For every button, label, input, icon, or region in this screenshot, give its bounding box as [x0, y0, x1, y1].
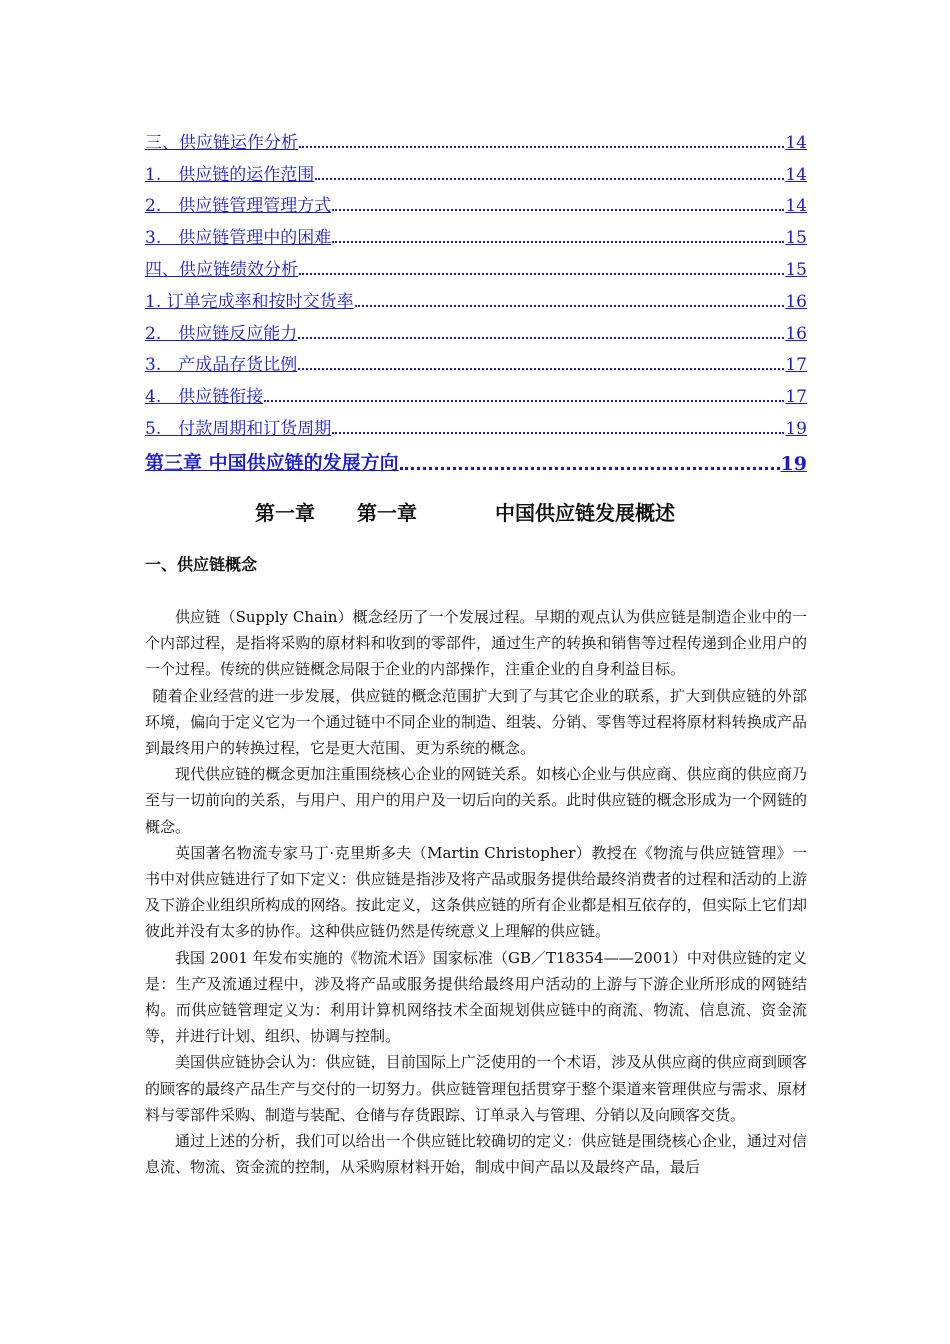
toc-leader-dots: [332, 432, 784, 434]
toc-entry-management-method[interactable]: [145, 185, 807, 217]
toc-entry-title: 5. 付款周期和订货周期: [145, 418, 332, 439]
paragraph: 随着企业经营的进一步发展，供应链的概念范围扩大到了与其它企业的联系，扩大到供应链的外部环境，偏向于定义它为一个通过链中不同企业的制造、组装、分销、零售等过程将原材料转换成产品到最终用户的转换过程，它是更大范围、更为系统的概念。: [145, 686, 807, 758]
toc-entry-page: 15: [785, 259, 807, 280]
chapter-heading-title: 中国供应链发展概述: [495, 501, 675, 525]
toc-leader-dots: [355, 305, 785, 307]
toc-leader-dots: [315, 178, 784, 180]
body-text: [145, 604, 807, 1180]
toc-entry-title: 四、供应链绩效分析: [145, 259, 298, 280]
toc-entry-management-difficulties[interactable]: [145, 216, 807, 248]
toc-entry-chapter-three[interactable]: [145, 439, 807, 475]
toc-entry-operation-scope[interactable]: [145, 153, 807, 185]
toc-entry-supply-chain-operation-analysis[interactable]: [145, 121, 807, 153]
toc-leader-dots: [332, 209, 784, 211]
paragraph: 美国供应链协会认为：供应链，目前国际上广泛使用的一个术语，涉及从供应商的供应商到顾客的顾客的最终产品生产与交付的一切努力。供应链管理包括贯穿于整个渠道来管理供应与需求、原材料与零部件采购、制造与装配、仓储与存货跟踪、订单录入与管理、分销以及向顾客交货。: [145, 1053, 807, 1124]
toc-entry-page: 19: [780, 452, 807, 475]
toc-entry-performance-analysis[interactable]: [145, 248, 807, 280]
paragraph: 通过上述的分析，我们可以给出一个供应链比较确切的定义：供应链是围绕核心企业，通过对信息流、物流、资金流的控制，从采购原材料开始，制成中间产品以及最终产品，最后: [145, 1132, 807, 1177]
toc-entry-page: 16: [785, 323, 807, 344]
toc-entry-page: 17: [785, 355, 807, 376]
section-heading: 一、供应链概念: [145, 555, 258, 574]
toc-entry-page: 17: [785, 387, 807, 408]
toc-leader-dots: [299, 146, 784, 148]
toc-entry-title: 2. 供应链管理管理方式: [145, 196, 332, 217]
toc-entry-page: 19: [785, 418, 807, 439]
toc-entry-chain-connection[interactable]: [145, 375, 807, 407]
toc-entry-response-capability[interactable]: [145, 312, 807, 344]
toc-entry-page: 14: [785, 196, 807, 217]
toc-entry-title: 4. 供应链衔接: [145, 387, 264, 408]
toc-leader-dots: [299, 273, 784, 275]
toc-leader-dots: [298, 337, 784, 339]
paragraph: 现代供应链的概念更加注重围绕核心企业的网链关系。如核心企业与供应商、供应商的供应商乃至与一切前向的关系，与用户、用户的用户及一切后向的关系。此时供应链的概念形成为一个网链的概念。: [145, 765, 807, 836]
toc-entry-title: 3. 产成品存货比例: [145, 355, 298, 376]
paragraph: 供应链（Supply Chain）概念经历了一个发展过程。早期的观点认为供应链是制造企业中的一个内部过程，是指将采购的原材料和收到的零部件，通过生产的转换和销售等过程传递到企业用户的一个过程。传统的供应链概念局限于企业的内部操作，注重企业的自身利益目标。: [145, 608, 807, 679]
toc-entry-payment-order-cycle[interactable]: [145, 407, 807, 439]
chapter-heading-label-repeat: 第一章: [357, 501, 417, 525]
table-of-contents: [145, 121, 807, 475]
toc-entry-page: 16: [785, 291, 807, 312]
toc-leader-dots: [298, 368, 784, 370]
toc-leader-dots: [400, 467, 780, 470]
toc-leader-dots: [332, 241, 784, 243]
toc-entry-page: 14: [785, 164, 807, 185]
paragraph: 我国 2001 年发布实施的《物流术语》国家标准（GB／T18354——2001）中对供应链的定义是：生产及流通过程中，涉及将产品或服务提供给最终用户活动的上游与下游企业所形成的网链结构。而供应链管理定义为：利用计算机网络技术全面规划供应链中的商流、物流、信息流、资金流等，并进行计划、组织、协调与控制。: [145, 948, 807, 1046]
toc-entry-order-completion-rate[interactable]: [145, 280, 807, 312]
toc-entry-page: 15: [785, 228, 807, 249]
toc-entry-inventory-ratio[interactable]: [145, 344, 807, 376]
toc-entry-page: 14: [785, 132, 807, 153]
paragraph: 英国著名物流专家马丁·克里斯多夫（Martin Christopher）教授在《物流与供应链管理》一书中对供应链进行了如下定义：供应链是指涉及将产品或服务提供给最终消费者的过程和活动的上游及下游企业组织所构成的网络。按此定义，这条供应链的所有企业都是相互依存的，但实际上它们却彼此并没有太多的协作。这种供应链仍然是传统意义上理解的供应链。: [145, 843, 807, 941]
toc-entry-title: 三、供应链运作分析: [145, 132, 298, 153]
toc-entry-title: 1. 供应链的运作范围: [145, 164, 315, 185]
toc-entry-title: 2. 供应链反应能力: [145, 323, 298, 344]
toc-entry-title: 第三章 中国供应链的发展方向: [145, 451, 399, 474]
toc-entry-title: 3. 供应链管理中的困难: [145, 228, 332, 249]
chapter-heading-label: 第一章: [255, 501, 315, 525]
toc-entry-title: 1. 订单完成率和按时交货率: [145, 291, 354, 312]
toc-leader-dots: [264, 400, 784, 402]
